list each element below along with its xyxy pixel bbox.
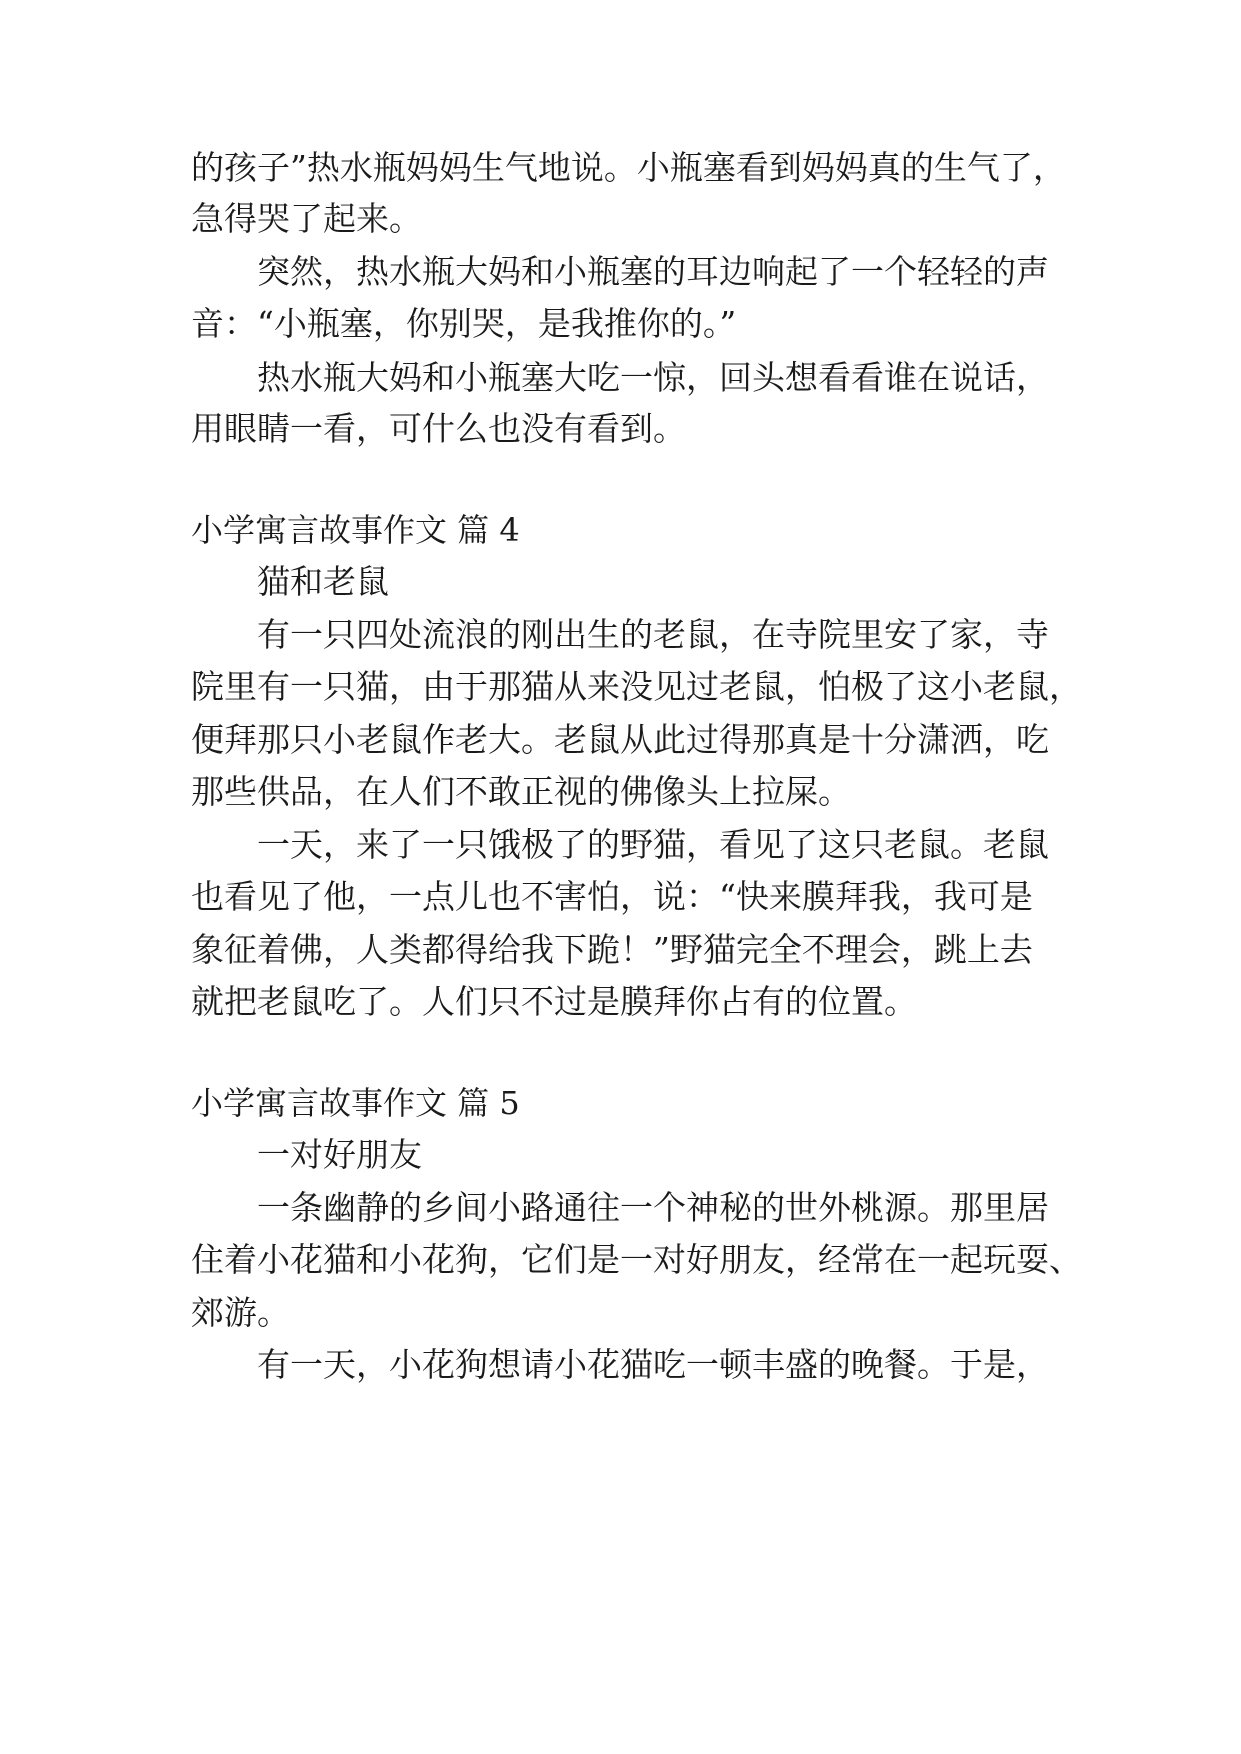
paragraph-line: 有一天，小花狗想请小花猫吃一顿丰盛的晚餐。于是，	[257, 1345, 1049, 1384]
paragraph-line: 象征着佛，人类都得给我下跪！”野猫完全不理会，跳上去	[191, 930, 1033, 969]
paragraph-line: 一天，来了一只饿极了的野猫，看见了这只老鼠。老鼠	[257, 825, 1049, 864]
paragraph-line: 也看见了他，一点儿也不害怕，说：“快来膜拜我，我可是	[191, 877, 1033, 916]
paragraph-line: 突然，热水瓶大妈和小瓶塞的耳边响起了一个轻轻的声	[257, 252, 1049, 291]
paragraph-line: 那些供品，在人们不敢正视的佛像头上拉屎。	[191, 772, 851, 811]
paragraph-line: 热水瓶大妈和小瓶塞大吃一惊，回头想看看谁在说话，	[257, 358, 1049, 397]
paragraph-line: 急得哭了起来。	[191, 199, 422, 238]
paragraph-line: 音：“小瓶塞，你别哭，是我推你的。”	[191, 304, 737, 343]
section-heading: 小学寓言故事作文 篇 4	[191, 511, 520, 549]
paragraph-line: 的孩子”热水瓶妈妈生气地说。小瓶塞看到妈妈真的生气了，	[191, 148, 1066, 187]
paragraph-line: 院里有一只猫，由于那猫从来没见过老鼠，怕极了这小老鼠，	[191, 667, 1082, 706]
paragraph-line: 住着小花猫和小花狗，它们是一对好朋友，经常在一起玩耍、	[191, 1240, 1082, 1279]
section-heading: 小学寓言故事作文 篇 5	[191, 1084, 520, 1122]
paragraph-line: 有一只四处流浪的刚出生的老鼠，在寺院里安了家，寺	[257, 615, 1049, 654]
paragraph-line: 用眼睛一看，可什么也没有看到。	[191, 409, 686, 448]
document-page	[191, 0, 1082, 1754]
paragraph-line: 就把老鼠吃了。人们只不过是膜拜你占有的位置。	[191, 982, 917, 1021]
paragraph-line: 郊游。	[191, 1293, 290, 1332]
paragraph-line: 便拜那只小老鼠作老大。老鼠从此过得那真是十分潇洒，吃	[191, 720, 1049, 759]
paragraph-line: 一条幽静的乡间小路通往一个神秘的世外桃源。那里居	[257, 1188, 1049, 1227]
story-title: 一对好朋友	[257, 1135, 422, 1174]
story-title: 猫和老鼠	[257, 562, 389, 601]
